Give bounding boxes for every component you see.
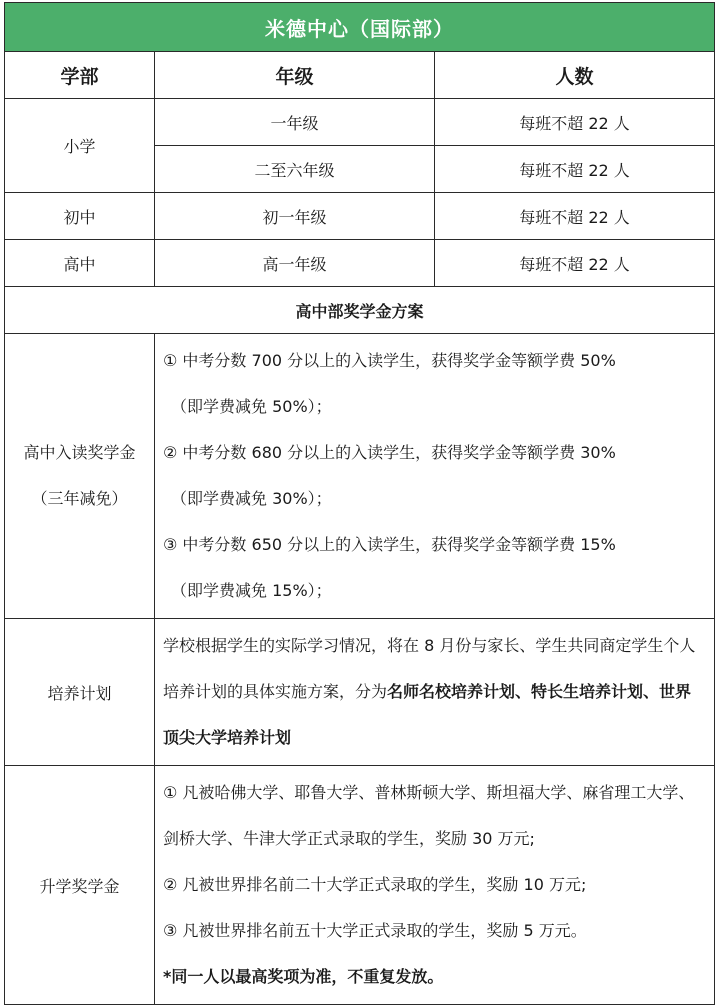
entrance-item: ③ 中考分数 650 分以上的入读学生，获得奖学金等额学费 15% bbox=[163, 535, 616, 554]
section-row bbox=[5, 287, 715, 334]
table-row bbox=[5, 240, 715, 287]
entrance-label-sub: （三年减免） bbox=[31, 489, 128, 508]
entrance-item-note: （即学费减免 30%）； bbox=[171, 489, 332, 508]
size-cell: 每班不超 22 人 bbox=[435, 146, 715, 193]
size-cell: 每班不超 22 人 bbox=[435, 240, 715, 287]
training-plan-row bbox=[5, 619, 715, 766]
entrance-label-cell bbox=[5, 334, 155, 619]
grade-cell: 一年级 bbox=[155, 99, 435, 146]
admission-label: 升学奖学金 bbox=[5, 766, 155, 1005]
admission-note bbox=[163, 954, 706, 1000]
grade-cell: 初一年级 bbox=[155, 193, 435, 240]
entrance-content bbox=[155, 334, 715, 619]
table-row bbox=[5, 193, 715, 240]
training-label: 培养计划 bbox=[5, 619, 155, 766]
entrance-label: 高中入读奖学金 bbox=[23, 443, 136, 462]
header-row bbox=[5, 52, 715, 99]
entrance-scholarship-row bbox=[5, 334, 715, 619]
size-cell: 每班不超 22 人 bbox=[435, 99, 715, 146]
section-title: 高中部奖学金方案 bbox=[5, 287, 715, 334]
training-content bbox=[155, 619, 715, 766]
admission-item: ① 凡被哈佛大学、耶鲁大学、普林斯顿大学、斯坦福大学、麻省理工大学、剑桥大学、牛津大学正式录取的学生，奖励 30 万元; bbox=[163, 783, 695, 848]
info-table bbox=[4, 2, 715, 1005]
dept-primary: 小学 bbox=[5, 99, 155, 193]
dept-high: 高中 bbox=[5, 240, 155, 287]
table-title: 米德中心（国际部） bbox=[5, 3, 715, 52]
grade-cell: 高一年级 bbox=[155, 240, 435, 287]
entrance-item-note: （即学费减免 50%）； bbox=[171, 397, 332, 416]
header-size: 人数 bbox=[435, 52, 715, 99]
header-grade: 年级 bbox=[155, 52, 435, 99]
scholarship-document bbox=[4, 2, 714, 1002]
entrance-item-note: （即学费减免 15%）； bbox=[171, 581, 332, 600]
size-cell: 每班不超 22 人 bbox=[435, 193, 715, 240]
header-department: 学部 bbox=[5, 52, 155, 99]
training-plans: 名师名校培养计划、特长生培养计划、世界顶尖大学培养计划 bbox=[163, 682, 692, 747]
entrance-item: ① 中考分数 700 分以上的入读学生，获得奖学金等额学费 50% bbox=[163, 351, 616, 370]
grade-cell: 二至六年级 bbox=[155, 146, 435, 193]
title-row bbox=[5, 3, 715, 52]
admission-content bbox=[155, 766, 715, 1005]
admission-item: ③ 凡被世界排名前五十大学正式录取的学生，奖励 5 万元。 bbox=[163, 921, 587, 940]
admission-note-text: *同一人以最高奖项为准，不重复发放。 bbox=[163, 967, 444, 986]
admission-scholarship-row bbox=[5, 766, 715, 1005]
training-text: 学校根据学生的实际学习情况，将在 8 月份与家长、学生共同商定学生个人培养计划的具体实施方案，分为 bbox=[163, 636, 696, 701]
admission-item: ② 凡被世界排名前二十大学正式录取的学生，奖励 10 万元; bbox=[163, 875, 587, 894]
table-row bbox=[5, 99, 715, 146]
dept-middle: 初中 bbox=[5, 193, 155, 240]
entrance-item: ② 中考分数 680 分以上的入读学生，获得奖学金等额学费 30% bbox=[163, 443, 616, 462]
